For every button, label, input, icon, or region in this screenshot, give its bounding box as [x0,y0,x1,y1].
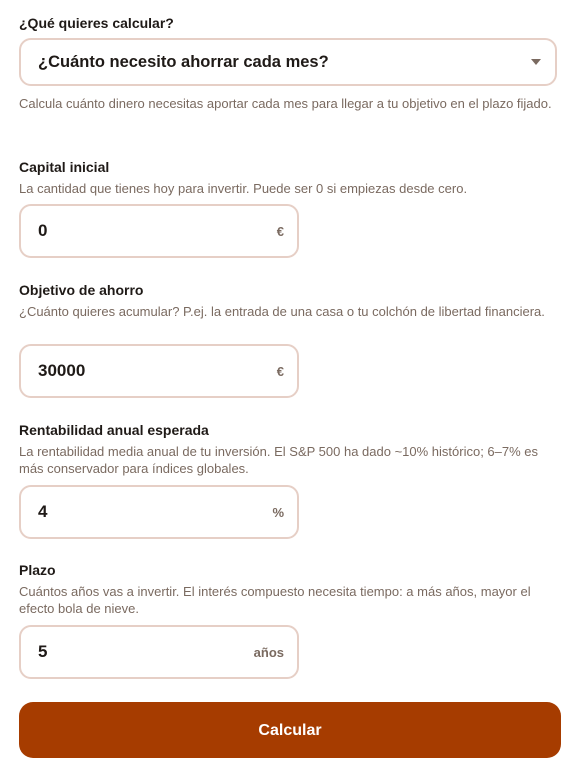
initial-capital-label: Capital inicial [19,159,110,175]
calculate-button[interactable]: Calcular [19,702,561,758]
initial-capital-help: La cantidad que tienes hoy para invertir. Puede ser 0 si empiezas desde cero. [19,181,468,196]
euro-unit: € [276,224,284,239]
calculate-help: Calcula cuánto dinero necesitas aportar cada mes para llegar a tu objetivo en el plazo fijado. [19,96,552,111]
euro-unit: € [276,364,284,379]
calculate-select-value: ¿Cuánto necesito ahorrar cada mes? [38,53,329,71]
percent-unit: % [272,505,284,520]
years-unit: años [253,645,284,660]
term-label: Plazo [19,562,56,578]
goal-input[interactable] [19,344,299,398]
initial-capital-input[interactable] [19,204,299,258]
chevron-down-icon [531,59,541,65]
return-rate-label: Rentabilidad anual esperada [19,422,209,438]
term-value: 5 [38,642,48,661]
term-help: Cuántos años vas a invertir. El interés compuesto necesita tiempo: a más años, mayor el efecto bola de nieve. [19,584,531,616]
goal-value: 30000 [38,361,86,380]
return-rate-help: La rentabilidad media anual de tu inversión. El S&P 500 ha dado ~10% histórico; 6–7% es más conservador para índices globales. [19,444,539,476]
return-rate-input[interactable] [19,485,299,539]
goal-help: ¿Cuánto quieres acumular? P.ej. la entrada de una casa o tu colchón de libertad financiera. [19,304,545,319]
calculate-label: ¿Qué quieres calcular? [19,15,174,31]
return-rate-value: 4 [38,502,48,521]
calculate-select[interactable] [19,38,557,86]
initial-capital-value: 0 [38,221,48,240]
goal-label: Objetivo de ahorro [19,282,144,298]
term-input[interactable] [19,625,299,679]
